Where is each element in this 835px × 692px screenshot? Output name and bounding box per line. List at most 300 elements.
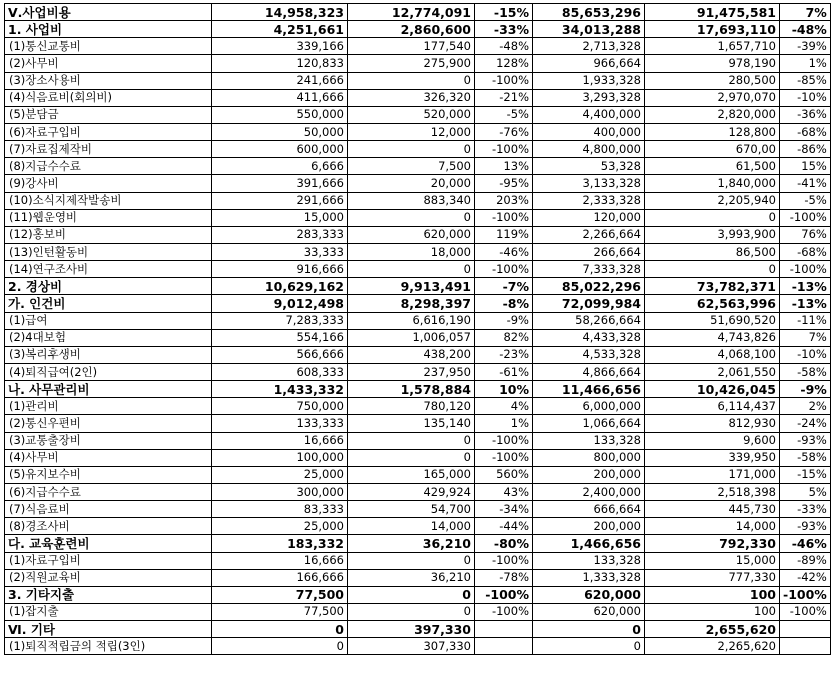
month-change-rate-cell: 560%	[475, 466, 533, 483]
item-label-cell: (3)교통출장비	[5, 432, 212, 449]
current-month-actual-cell: 237,950	[348, 363, 475, 380]
item-label-cell: (7)식음료비	[5, 501, 212, 518]
item-label-cell: 나. 사무관리비	[5, 381, 212, 398]
cumulative-actual-cell: 777,330	[645, 569, 780, 586]
table-row	[5, 621, 831, 638]
cumulative-budget-cell: 4,866,664	[533, 363, 645, 380]
item-label-cell: 가. 인건비	[5, 295, 212, 312]
table-row	[5, 295, 831, 312]
current-month-actual-cell: 12,774,091	[348, 4, 475, 21]
cumulative-change-rate-cell: -24%	[780, 415, 831, 432]
month-change-rate-cell: -23%	[475, 346, 533, 363]
cumulative-actual-cell: 4,743,826	[645, 329, 780, 346]
current-month-budget-cell: 241,666	[212, 72, 348, 89]
current-month-actual-cell: 307,330	[348, 638, 475, 655]
table-row	[5, 106, 831, 123]
cumulative-change-rate-cell: 5%	[780, 483, 831, 500]
table-row	[5, 38, 831, 55]
current-month-budget-cell: 6,666	[212, 158, 348, 175]
cumulative-budget-cell: 0	[533, 621, 645, 638]
month-change-rate-cell: -100%	[475, 261, 533, 278]
current-month-actual-cell: 9,913,491	[348, 278, 475, 295]
cumulative-actual-cell: 100	[645, 586, 780, 603]
current-month-budget-cell: 283,333	[212, 226, 348, 243]
current-month-budget-cell: 566,666	[212, 346, 348, 363]
cumulative-change-rate-cell: -10%	[780, 346, 831, 363]
table-row	[5, 586, 831, 603]
cumulative-actual-cell: 2,205,940	[645, 192, 780, 209]
month-change-rate-cell: -34%	[475, 501, 533, 518]
current-month-actual-cell: 36,210	[348, 569, 475, 586]
current-month-budget-cell: 339,166	[212, 38, 348, 55]
table-row	[5, 518, 831, 535]
month-change-rate-cell: -9%	[475, 312, 533, 329]
budget-table	[4, 3, 831, 655]
cumulative-budget-cell: 3,293,328	[533, 89, 645, 106]
item-label-cell: (7)자료집제작비	[5, 141, 212, 158]
month-change-rate-cell: -48%	[475, 38, 533, 55]
month-change-rate-cell: -61%	[475, 363, 533, 380]
table-row	[5, 483, 831, 500]
cumulative-change-rate-cell: -58%	[780, 363, 831, 380]
current-month-actual-cell: 275,900	[348, 55, 475, 72]
cumulative-budget-cell: 2,333,328	[533, 192, 645, 209]
month-change-rate-cell: -7%	[475, 278, 533, 295]
month-change-rate-cell: -100%	[475, 552, 533, 569]
current-month-actual-cell: 2,860,600	[348, 21, 475, 38]
cumulative-change-rate-cell: -100%	[780, 586, 831, 603]
item-label-cell: (5)유지보수비	[5, 466, 212, 483]
cumulative-change-rate-cell: -11%	[780, 312, 831, 329]
table-row	[5, 243, 831, 260]
item-label-cell: (8)지급수수료	[5, 158, 212, 175]
cumulative-budget-cell: 7,333,328	[533, 261, 645, 278]
cumulative-change-rate-cell: -89%	[780, 552, 831, 569]
month-change-rate-cell	[475, 638, 533, 655]
item-label-cell: (6)지급수수료	[5, 483, 212, 500]
cumulative-budget-cell: 800,000	[533, 449, 645, 466]
current-month-budget-cell: 411,666	[212, 89, 348, 106]
cumulative-budget-cell: 133,328	[533, 432, 645, 449]
table-row	[5, 535, 831, 552]
month-change-rate-cell: 1%	[475, 415, 533, 432]
cumulative-actual-cell: 2,970,070	[645, 89, 780, 106]
current-month-actual-cell: 883,340	[348, 192, 475, 209]
cumulative-change-rate-cell: -68%	[780, 123, 831, 140]
current-month-budget-cell: 554,166	[212, 329, 348, 346]
current-month-actual-cell: 0	[348, 209, 475, 226]
month-change-rate-cell: -100%	[475, 72, 533, 89]
cumulative-actual-cell: 100	[645, 603, 780, 620]
month-change-rate-cell: 13%	[475, 158, 533, 175]
cumulative-budget-cell: 1,066,664	[533, 415, 645, 432]
cumulative-change-rate-cell: -10%	[780, 89, 831, 106]
month-change-rate-cell: -21%	[475, 89, 533, 106]
current-month-actual-cell: 0	[348, 603, 475, 620]
cumulative-actual-cell: 171,000	[645, 466, 780, 483]
item-label-cell: (4)퇴직급여(2인)	[5, 363, 212, 380]
cumulative-change-rate-cell: -48%	[780, 21, 831, 38]
current-month-actual-cell: 14,000	[348, 518, 475, 535]
month-change-rate-cell: 4%	[475, 398, 533, 415]
item-label-cell: (2)직원교육비	[5, 569, 212, 586]
cumulative-budget-cell: 120,000	[533, 209, 645, 226]
cumulative-budget-cell: 6,000,000	[533, 398, 645, 415]
table-row	[5, 415, 831, 432]
current-month-actual-cell: 165,000	[348, 466, 475, 483]
cumulative-change-rate-cell: -33%	[780, 501, 831, 518]
current-month-actual-cell: 620,000	[348, 226, 475, 243]
cumulative-change-rate-cell: -36%	[780, 106, 831, 123]
cumulative-actual-cell: 14,000	[645, 518, 780, 535]
item-label-cell: Ⅵ. 기타	[5, 621, 212, 638]
current-month-actual-cell: 438,200	[348, 346, 475, 363]
month-change-rate-cell: -8%	[475, 295, 533, 312]
cumulative-budget-cell: 4,433,328	[533, 329, 645, 346]
month-change-rate-cell: -100%	[475, 209, 533, 226]
item-label-cell: (2)4대보험	[5, 329, 212, 346]
table-row	[5, 363, 831, 380]
table-row	[5, 329, 831, 346]
item-label-cell: (10)소식지제작발송비	[5, 192, 212, 209]
current-month-budget-cell: 550,000	[212, 106, 348, 123]
table-row	[5, 449, 831, 466]
current-month-actual-cell: 397,330	[348, 621, 475, 638]
item-label-cell: 1. 사업비	[5, 21, 212, 38]
current-month-actual-cell: 520,000	[348, 106, 475, 123]
current-month-actual-cell: 177,540	[348, 38, 475, 55]
cumulative-change-rate-cell: -86%	[780, 141, 831, 158]
table-row	[5, 192, 831, 209]
table-row	[5, 175, 831, 192]
cumulative-budget-cell: 200,000	[533, 466, 645, 483]
cumulative-budget-cell: 400,000	[533, 123, 645, 140]
current-month-budget-cell: 300,000	[212, 483, 348, 500]
table-row	[5, 501, 831, 518]
month-change-rate-cell: 10%	[475, 381, 533, 398]
table-row	[5, 226, 831, 243]
current-month-budget-cell: 83,333	[212, 501, 348, 518]
item-label-cell: (1)통신교통비	[5, 38, 212, 55]
cumulative-actual-cell: 1,657,710	[645, 38, 780, 55]
table-row	[5, 55, 831, 72]
item-label-cell: (2)사무비	[5, 55, 212, 72]
cumulative-change-rate-cell: -41%	[780, 175, 831, 192]
cumulative-budget-cell: 72,099,984	[533, 295, 645, 312]
table-row	[5, 346, 831, 363]
current-month-budget-cell: 9,012,498	[212, 295, 348, 312]
month-change-rate-cell: -100%	[475, 449, 533, 466]
current-month-budget-cell: 100,000	[212, 449, 348, 466]
cumulative-actual-cell: 2,061,550	[645, 363, 780, 380]
item-label-cell: 2. 경상비	[5, 278, 212, 295]
month-change-rate-cell: -95%	[475, 175, 533, 192]
table-body	[5, 4, 831, 655]
cumulative-change-rate-cell: -58%	[780, 449, 831, 466]
table-row	[5, 552, 831, 569]
cumulative-actual-cell: 91,475,581	[645, 4, 780, 21]
cumulative-change-rate-cell: -9%	[780, 381, 831, 398]
month-change-rate-cell: -100%	[475, 586, 533, 603]
table-row	[5, 432, 831, 449]
cumulative-change-rate-cell: 76%	[780, 226, 831, 243]
month-change-rate-cell: 128%	[475, 55, 533, 72]
cumulative-budget-cell: 34,013,288	[533, 21, 645, 38]
cumulative-actual-cell: 2,518,398	[645, 483, 780, 500]
table-row	[5, 4, 831, 21]
month-change-rate-cell: -44%	[475, 518, 533, 535]
cumulative-change-rate-cell: -42%	[780, 569, 831, 586]
cumulative-budget-cell: 53,328	[533, 158, 645, 175]
cumulative-actual-cell: 670,00	[645, 141, 780, 158]
cumulative-budget-cell: 4,533,328	[533, 346, 645, 363]
item-label-cell: (4)식음료비(회의비)	[5, 89, 212, 106]
current-month-budget-cell: 0	[212, 638, 348, 655]
table-row	[5, 141, 831, 158]
table-row	[5, 466, 831, 483]
cumulative-change-rate-cell: -85%	[780, 72, 831, 89]
cumulative-actual-cell: 10,426,045	[645, 381, 780, 398]
cumulative-budget-cell: 3,133,328	[533, 175, 645, 192]
cumulative-actual-cell: 2,265,620	[645, 638, 780, 655]
current-month-actual-cell: 0	[348, 72, 475, 89]
cumulative-budget-cell: 1,333,328	[533, 569, 645, 586]
cumulative-actual-cell: 280,500	[645, 72, 780, 89]
table-row	[5, 89, 831, 106]
month-change-rate-cell: -76%	[475, 123, 533, 140]
month-change-rate-cell: -80%	[475, 535, 533, 552]
current-month-budget-cell: 77,500	[212, 586, 348, 603]
cumulative-change-rate-cell	[780, 621, 831, 638]
cumulative-change-rate-cell: -15%	[780, 466, 831, 483]
table-row	[5, 278, 831, 295]
cumulative-budget-cell: 133,328	[533, 552, 645, 569]
cumulative-change-rate-cell	[780, 638, 831, 655]
item-label-cell: (1)퇴직적립금의 적립(3인)	[5, 638, 212, 655]
current-month-actual-cell: 0	[348, 141, 475, 158]
current-month-budget-cell: 4,251,661	[212, 21, 348, 38]
cumulative-budget-cell: 620,000	[533, 603, 645, 620]
current-month-budget-cell: 391,666	[212, 175, 348, 192]
item-label-cell: (3)복리후생비	[5, 346, 212, 363]
item-label-cell: (6)자료구입비	[5, 123, 212, 140]
current-month-budget-cell: 750,000	[212, 398, 348, 415]
current-month-budget-cell: 291,666	[212, 192, 348, 209]
current-month-actual-cell: 0	[348, 432, 475, 449]
current-month-budget-cell: 1,433,332	[212, 381, 348, 398]
cumulative-actual-cell: 3,993,900	[645, 226, 780, 243]
table-row	[5, 158, 831, 175]
current-month-budget-cell: 14,958,323	[212, 4, 348, 21]
cumulative-budget-cell: 2,400,000	[533, 483, 645, 500]
table-row	[5, 312, 831, 329]
cumulative-actual-cell: 15,000	[645, 552, 780, 569]
month-change-rate-cell: -5%	[475, 106, 533, 123]
current-month-actual-cell: 326,320	[348, 89, 475, 106]
current-month-budget-cell: 608,333	[212, 363, 348, 380]
cumulative-actual-cell: 978,190	[645, 55, 780, 72]
cumulative-actual-cell: 73,782,371	[645, 278, 780, 295]
table-row	[5, 209, 831, 226]
current-month-budget-cell: 916,666	[212, 261, 348, 278]
item-label-cell: Ⅴ.사업비용	[5, 4, 212, 21]
cumulative-budget-cell: 966,664	[533, 55, 645, 72]
month-change-rate-cell: 43%	[475, 483, 533, 500]
cumulative-actual-cell: 51,690,520	[645, 312, 780, 329]
month-change-rate-cell: 119%	[475, 226, 533, 243]
cumulative-budget-cell: 4,800,000	[533, 141, 645, 158]
table-row	[5, 603, 831, 620]
cumulative-budget-cell: 666,664	[533, 501, 645, 518]
table-row	[5, 638, 831, 655]
table-row	[5, 261, 831, 278]
cumulative-actual-cell: 2,655,620	[645, 621, 780, 638]
item-label-cell: (3)장소사용비	[5, 72, 212, 89]
item-label-cell: (1)관리비	[5, 398, 212, 415]
item-label-cell: (1)급여	[5, 312, 212, 329]
cumulative-budget-cell: 1,466,656	[533, 535, 645, 552]
item-label-cell: (2)통신우편비	[5, 415, 212, 432]
current-month-budget-cell: 600,000	[212, 141, 348, 158]
cumulative-budget-cell: 0	[533, 638, 645, 655]
current-month-actual-cell: 0	[348, 261, 475, 278]
current-month-actual-cell: 20,000	[348, 175, 475, 192]
month-change-rate-cell: -100%	[475, 603, 533, 620]
current-month-actual-cell: 0	[348, 586, 475, 603]
cumulative-budget-cell: 58,266,664	[533, 312, 645, 329]
current-month-budget-cell: 50,000	[212, 123, 348, 140]
current-month-budget-cell: 133,333	[212, 415, 348, 432]
item-label-cell: (8)경조사비	[5, 518, 212, 535]
table-row	[5, 381, 831, 398]
table-row	[5, 398, 831, 415]
cumulative-change-rate-cell: 2%	[780, 398, 831, 415]
month-change-rate-cell: -15%	[475, 4, 533, 21]
current-month-budget-cell: 0	[212, 621, 348, 638]
cumulative-change-rate-cell: -13%	[780, 295, 831, 312]
cumulative-actual-cell: 6,114,437	[645, 398, 780, 415]
cumulative-change-rate-cell: -93%	[780, 518, 831, 535]
item-label-cell: (4)사무비	[5, 449, 212, 466]
current-month-actual-cell: 135,140	[348, 415, 475, 432]
cumulative-change-rate-cell: 7%	[780, 329, 831, 346]
item-label-cell: (14)연구조사비	[5, 261, 212, 278]
current-month-budget-cell: 7,283,333	[212, 312, 348, 329]
cumulative-change-rate-cell: -100%	[780, 603, 831, 620]
month-change-rate-cell: -100%	[475, 141, 533, 158]
cumulative-actual-cell: 128,800	[645, 123, 780, 140]
cumulative-budget-cell: 266,664	[533, 243, 645, 260]
cumulative-budget-cell: 11,466,656	[533, 381, 645, 398]
cumulative-actual-cell: 86,500	[645, 243, 780, 260]
month-change-rate-cell: -100%	[475, 432, 533, 449]
item-label-cell: 다. 교육훈련비	[5, 535, 212, 552]
cumulative-change-rate-cell: -100%	[780, 261, 831, 278]
current-month-budget-cell: 77,500	[212, 603, 348, 620]
cumulative-change-rate-cell: -46%	[780, 535, 831, 552]
current-month-budget-cell: 16,666	[212, 432, 348, 449]
month-change-rate-cell: -78%	[475, 569, 533, 586]
cumulative-change-rate-cell: -39%	[780, 38, 831, 55]
cumulative-budget-cell: 2,266,664	[533, 226, 645, 243]
item-label-cell: (1)잡지출	[5, 603, 212, 620]
current-month-actual-cell: 8,298,397	[348, 295, 475, 312]
month-change-rate-cell: 82%	[475, 329, 533, 346]
cumulative-budget-cell: 1,933,328	[533, 72, 645, 89]
cumulative-budget-cell: 200,000	[533, 518, 645, 535]
cumulative-actual-cell: 2,820,000	[645, 106, 780, 123]
current-month-budget-cell: 120,833	[212, 55, 348, 72]
current-month-actual-cell: 7,500	[348, 158, 475, 175]
cumulative-actual-cell: 0	[645, 209, 780, 226]
current-month-actual-cell: 6,616,190	[348, 312, 475, 329]
table-row	[5, 72, 831, 89]
current-month-budget-cell: 10,629,162	[212, 278, 348, 295]
current-month-actual-cell: 36,210	[348, 535, 475, 552]
current-month-budget-cell: 25,000	[212, 466, 348, 483]
item-label-cell: (12)홍보비	[5, 226, 212, 243]
cumulative-actual-cell: 62,563,996	[645, 295, 780, 312]
cumulative-actual-cell: 1,840,000	[645, 175, 780, 192]
cumulative-change-rate-cell: -13%	[780, 278, 831, 295]
cumulative-actual-cell: 17,693,110	[645, 21, 780, 38]
cumulative-budget-cell: 620,000	[533, 586, 645, 603]
cumulative-actual-cell: 9,600	[645, 432, 780, 449]
current-month-actual-cell: 1,006,057	[348, 329, 475, 346]
current-month-actual-cell: 0	[348, 552, 475, 569]
item-label-cell: (11)웹운영비	[5, 209, 212, 226]
month-change-rate-cell	[475, 621, 533, 638]
current-month-actual-cell: 1,578,884	[348, 381, 475, 398]
table-row	[5, 569, 831, 586]
current-month-budget-cell: 166,666	[212, 569, 348, 586]
item-label-cell: (5)분담금	[5, 106, 212, 123]
cumulative-budget-cell: 85,022,296	[533, 278, 645, 295]
cumulative-change-rate-cell: 7%	[780, 4, 831, 21]
current-month-actual-cell: 54,700	[348, 501, 475, 518]
month-change-rate-cell: 203%	[475, 192, 533, 209]
current-month-budget-cell: 33,333	[212, 243, 348, 260]
item-label-cell: (9)강사비	[5, 175, 212, 192]
cumulative-change-rate-cell: -93%	[780, 432, 831, 449]
cumulative-actual-cell: 339,950	[645, 449, 780, 466]
item-label-cell: (1)자료구입비	[5, 552, 212, 569]
table-row	[5, 21, 831, 38]
cumulative-actual-cell: 61,500	[645, 158, 780, 175]
cumulative-actual-cell: 812,930	[645, 415, 780, 432]
cumulative-actual-cell: 0	[645, 261, 780, 278]
table-row	[5, 123, 831, 140]
cumulative-budget-cell: 4,400,000	[533, 106, 645, 123]
current-month-actual-cell: 429,924	[348, 483, 475, 500]
current-month-budget-cell: 25,000	[212, 518, 348, 535]
cumulative-actual-cell: 445,730	[645, 501, 780, 518]
current-month-actual-cell: 0	[348, 449, 475, 466]
current-month-budget-cell: 16,666	[212, 552, 348, 569]
item-label-cell: (13)인턴활동비	[5, 243, 212, 260]
cumulative-budget-cell: 2,713,328	[533, 38, 645, 55]
current-month-budget-cell: 183,332	[212, 535, 348, 552]
cumulative-actual-cell: 4,068,100	[645, 346, 780, 363]
cumulative-change-rate-cell: -68%	[780, 243, 831, 260]
cumulative-change-rate-cell: -100%	[780, 209, 831, 226]
month-change-rate-cell: -46%	[475, 243, 533, 260]
cumulative-budget-cell: 85,653,296	[533, 4, 645, 21]
cumulative-change-rate-cell: 1%	[780, 55, 831, 72]
cumulative-actual-cell: 792,330	[645, 535, 780, 552]
item-label-cell: 3. 기타지출	[5, 586, 212, 603]
month-change-rate-cell: -33%	[475, 21, 533, 38]
